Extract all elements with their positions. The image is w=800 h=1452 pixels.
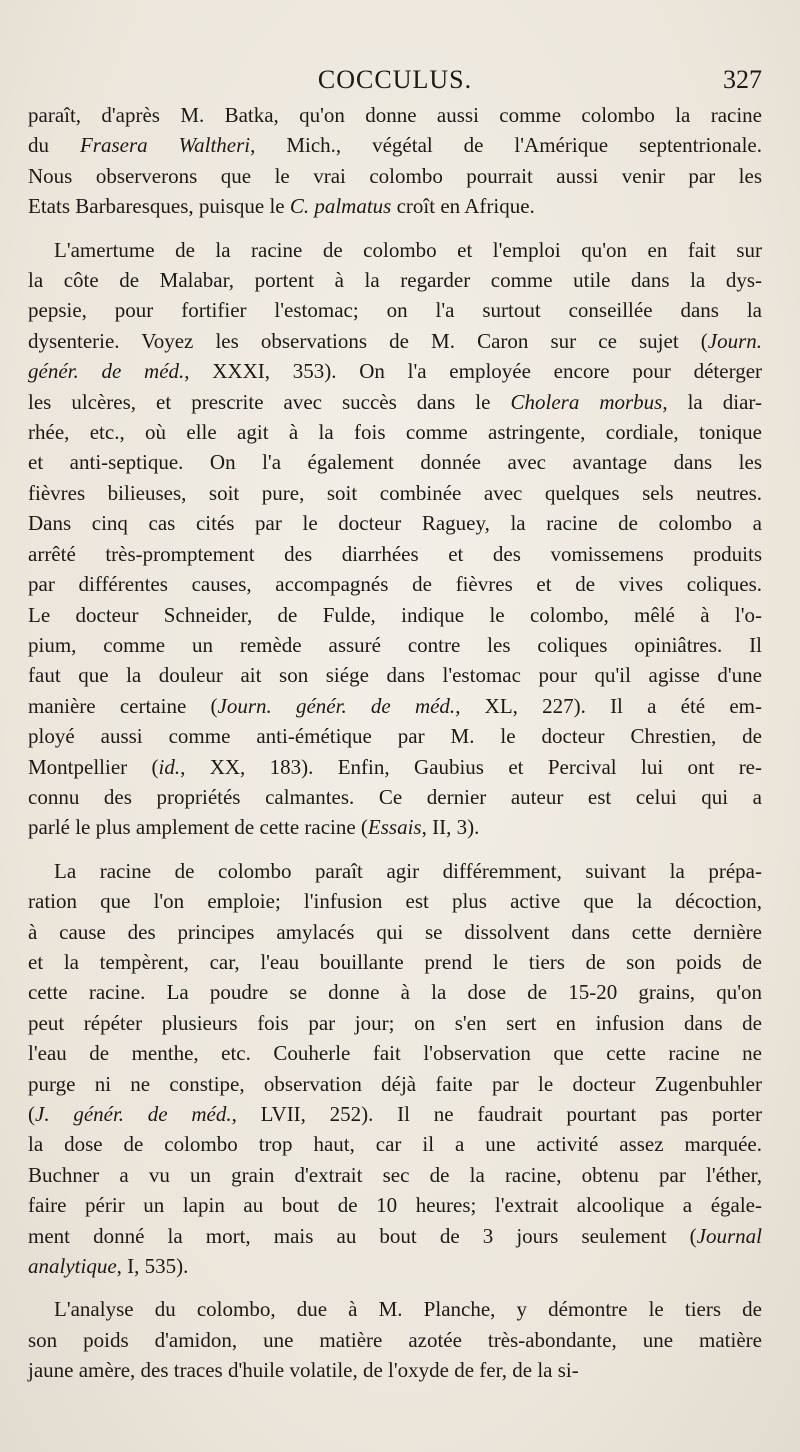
text-run: Dans cinq cas cités par le docteur Raguey, la racine de colombo a xyxy=(28,511,762,536)
text-run: faire périr un lapin au bout de 10 heures; l'extrait alcoolique a égale- xyxy=(28,1193,762,1218)
text-run: purge ni ne constipe, observation déjà faite par le docteur Zugenbuhler xyxy=(28,1071,762,1096)
text-run: manière certaine ( xyxy=(28,693,218,718)
paragraph xyxy=(28,1294,762,1385)
text-run: , Mich., végétal de l'Amérique septentrionale. xyxy=(250,133,762,158)
text-line xyxy=(28,265,762,295)
text-line xyxy=(28,1190,762,1220)
text-run: , II, 3). xyxy=(421,815,480,840)
text-run: pium, comme un remède assuré contre les coliques opiniâtres. Il xyxy=(28,632,762,657)
text-line xyxy=(28,161,762,191)
text-run: , la diar- xyxy=(662,389,762,414)
text-line xyxy=(28,1294,762,1324)
running-title: COCCULUS. xyxy=(317,65,473,94)
text-line xyxy=(28,630,762,660)
text-run: et anti-septique. On l'a également donnée avec avantage dans les xyxy=(28,450,762,475)
text-run: à cause des principes amylacés qui se dissolvent dans cette dernière xyxy=(28,919,762,944)
text-run: la côte de Malabar, portent à la regarder comme utile dans la dys- xyxy=(28,268,762,293)
text-line xyxy=(28,1355,762,1385)
text-line xyxy=(28,856,762,886)
paragraph xyxy=(28,856,762,1282)
page-number: 327 xyxy=(723,65,762,94)
text-line xyxy=(28,417,762,447)
body-text xyxy=(28,100,762,1386)
text-line xyxy=(28,478,762,508)
italic-run: analytique xyxy=(28,1254,117,1279)
italic-run: Essais xyxy=(367,815,422,840)
text-run: pepsie, pour fortifier l'estomac; on l'a surtout conseillée dans la xyxy=(28,298,762,323)
paragraph xyxy=(28,100,762,222)
text-line xyxy=(28,752,762,782)
text-line xyxy=(28,886,762,916)
text-line xyxy=(28,235,762,265)
text-line xyxy=(28,1221,762,1251)
text-run: ( xyxy=(28,1102,35,1126)
text-run: , I, 535). xyxy=(116,1254,189,1279)
text-run: peut répéter plusieurs fois par jour; on s'en sert en infusion dans de xyxy=(28,1010,762,1035)
text-run: du xyxy=(28,133,80,158)
text-line xyxy=(28,326,762,356)
text-line xyxy=(28,447,762,477)
text-line xyxy=(28,782,762,812)
text-run: L'analyse du colombo, due à M. Planche, y démontre le tiers de xyxy=(54,1297,762,1322)
text-line xyxy=(28,917,762,947)
text-line xyxy=(28,1129,762,1159)
text-line xyxy=(28,1069,762,1099)
text-line xyxy=(28,100,762,130)
text-line xyxy=(28,721,762,751)
text-run: jaune amère, des traces d'huile volatile, de l'oxyde de fer, de la si- xyxy=(28,1358,579,1383)
text-line xyxy=(28,691,762,721)
italic-run: Journ. génér. de méd. xyxy=(217,693,456,718)
italic-run: Frasera Waltheri xyxy=(79,133,251,158)
text-run: , XX, 183). Enfin, Gaubius et Percival lui ont re- xyxy=(180,754,762,779)
text-line xyxy=(28,1038,762,1068)
text-line xyxy=(28,660,762,690)
text-run: la dose de colombo trop haut, car il a une activité assez marquée. xyxy=(28,1132,762,1157)
text-run: dysenterie. Voyez les observations de M. Caron sur ce sujet ( xyxy=(28,328,708,353)
text-run: ment donné la mort, mais au bout de 3 jours seulement ( xyxy=(28,1223,697,1248)
text-run: les ulcères, et prescrite avec succès dans le xyxy=(28,389,511,414)
text-run: son poids d'amidon, une matière azotée très-abondante, une matière xyxy=(28,1327,762,1352)
text-run: croît en Afrique. xyxy=(391,194,535,219)
text-line xyxy=(28,387,762,417)
text-line xyxy=(28,191,762,221)
text-run: , LVII, 252). Il ne faudrait pourtant pas porter xyxy=(231,1102,762,1126)
text-line xyxy=(28,1160,762,1190)
text-run: arrêté très-promptement des diarrhées et des vomissemens produits xyxy=(28,541,762,566)
text-run: et la tempèrent, car, l'eau bouillante prend le tiers de son poids de xyxy=(28,949,762,974)
text-run: Nous observerons que le vrai colombo pourrait aussi venir par les xyxy=(28,163,762,188)
italic-run: Journ. xyxy=(707,328,762,353)
text-run: par différentes causes, accompagnés de fièvres et de vives coliques. xyxy=(28,572,762,597)
text-run: L'amertume de la racine de colombo et l'emploi qu'on en fait sur xyxy=(54,237,762,262)
italic-run: J. génér. de méd. xyxy=(35,1102,232,1126)
text-run: Buchner a vu un grain d'extrait sec de la racine, obtenu par l'éther, xyxy=(28,1162,762,1187)
italic-run: Journal xyxy=(696,1223,762,1248)
text-run: parlé le plus amplement de cette racine ( xyxy=(28,815,368,840)
text-line xyxy=(28,539,762,569)
text-line xyxy=(28,1325,762,1355)
running-head xyxy=(28,60,762,100)
text-line xyxy=(28,812,762,842)
italic-run: Cholera morbus xyxy=(510,389,663,414)
text-run: , XXXI, 353). On l'a employée encore pour déterger xyxy=(184,359,763,384)
text-run: paraît, d'après M. Batka, qu'on donne aussi comme colombo la racine xyxy=(28,103,762,127)
text-line xyxy=(28,508,762,538)
italic-run: id. xyxy=(158,754,181,779)
italic-run: génér. de méd. xyxy=(28,359,185,384)
text-run: ration que l'on emploie; l'infusion est plus active que la décoction, xyxy=(28,889,762,914)
text-run: faut que la douleur ait son siége dans l'estomac pour qu'il agisse d'une xyxy=(28,663,762,688)
text-run: , XL, 227). Il a été em- xyxy=(455,693,762,718)
text-line xyxy=(28,1251,762,1281)
text-line xyxy=(28,130,762,160)
text-run: Etats Barbaresques, puisque le xyxy=(28,194,290,219)
text-line xyxy=(28,356,762,386)
text-line xyxy=(28,1099,762,1129)
text-line xyxy=(28,1008,762,1038)
text-run: cette racine. La poudre se donne à la dose de 15-20 grains, qu'on xyxy=(28,980,762,1005)
text-run: ployé aussi comme anti-émétique par M. le docteur Chrestien, de xyxy=(28,724,762,749)
text-line xyxy=(28,569,762,599)
text-line xyxy=(28,295,762,325)
text-run: La racine de colombo paraît agir différemment, suivant la prépa- xyxy=(54,858,762,883)
text-run: Montpellier ( xyxy=(28,754,159,779)
text-line xyxy=(28,977,762,1007)
text-run: rhée, etc., où elle agit à la fois comme astringente, cordiale, tonique xyxy=(28,420,762,445)
paragraph xyxy=(28,235,762,843)
text-run: fièvres bilieuses, soit pure, soit combinée avec quelques sels neutres. xyxy=(28,480,762,505)
text-line xyxy=(28,600,762,630)
text-run: l'eau de menthe, etc. Couherle fait l'observation que cette racine ne xyxy=(28,1041,762,1066)
italic-run: C. palmatus xyxy=(289,194,392,219)
text-run: Le docteur Schneider, de Fulde, indique le colombo, mêlé à l'o- xyxy=(28,602,762,627)
text-run: connu des propriétés calmantes. Ce dernier auteur est celui qui a xyxy=(28,784,762,809)
text-line xyxy=(28,947,762,977)
